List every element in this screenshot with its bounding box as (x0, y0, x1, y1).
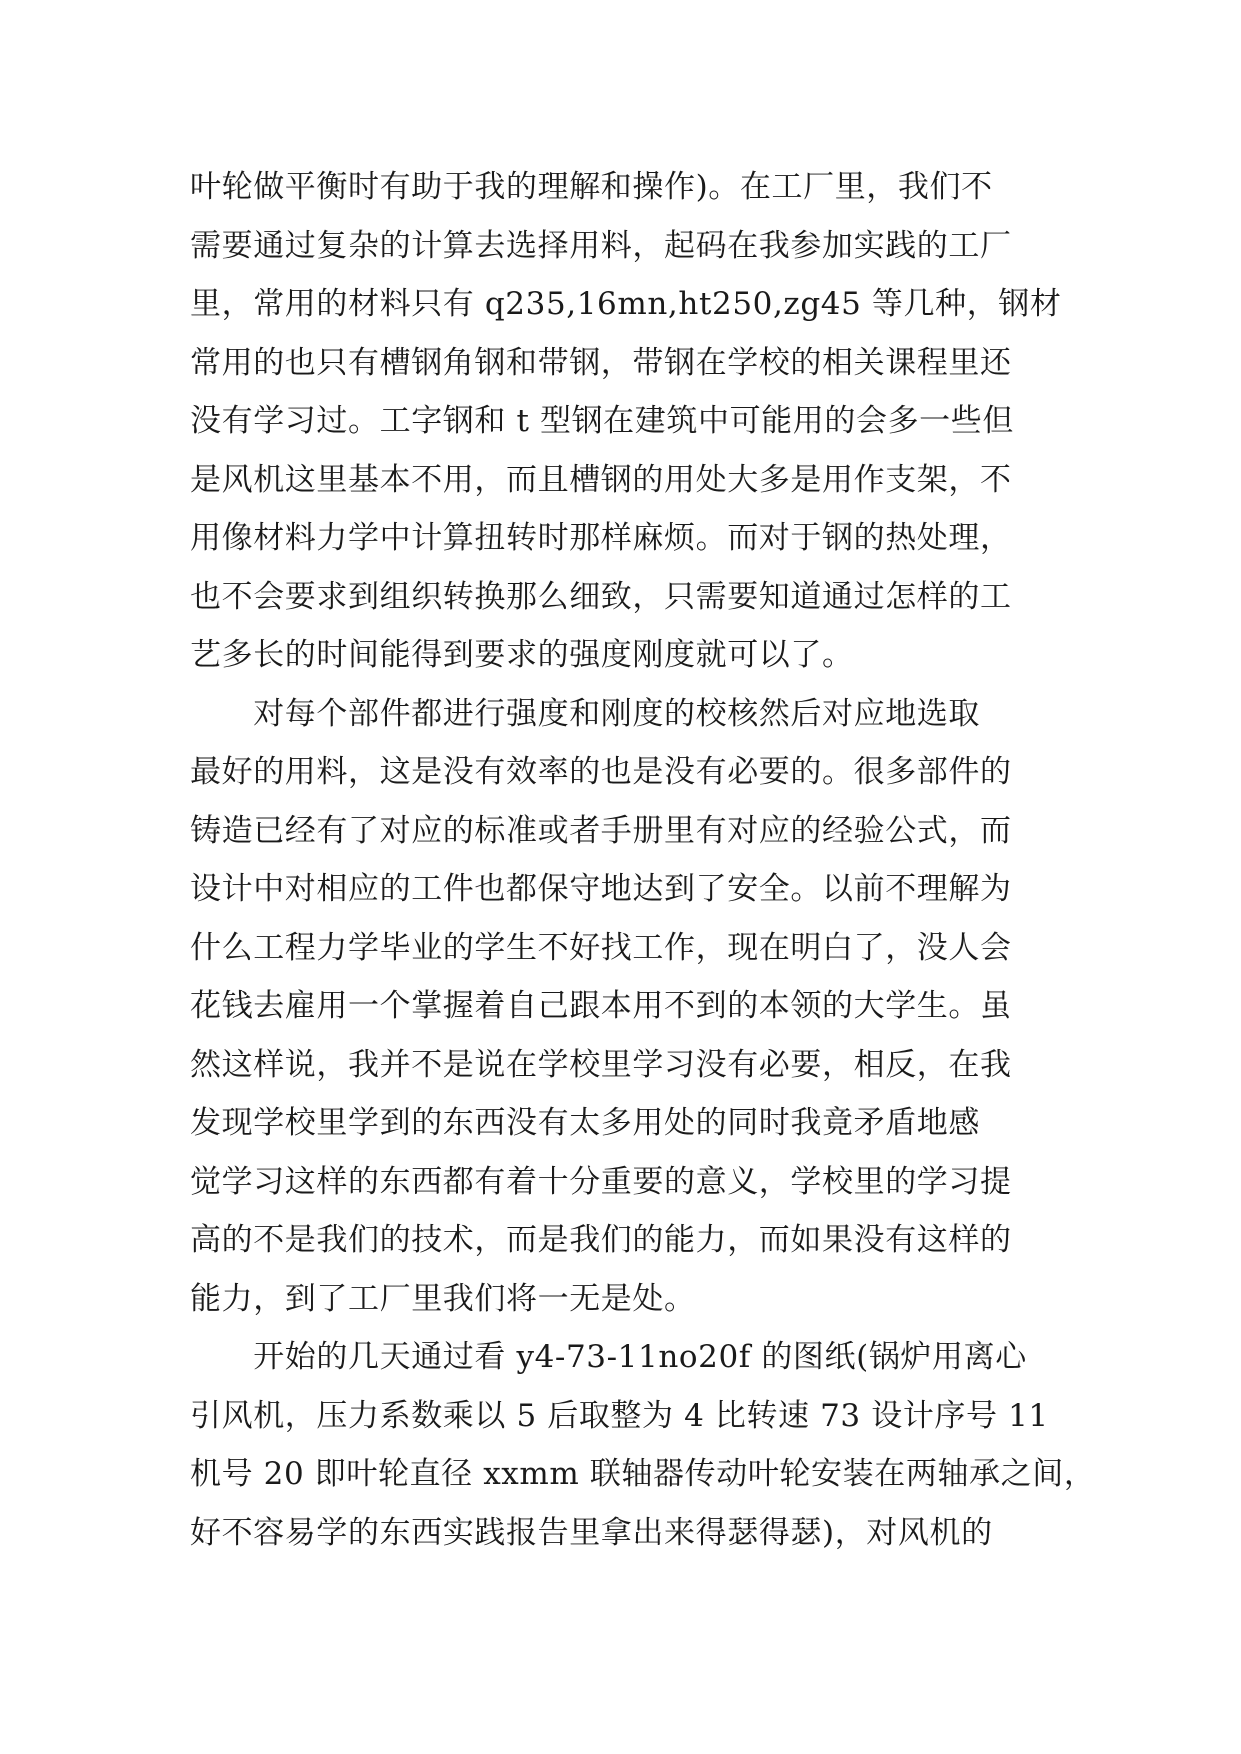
text-line: 好不容易学的东西实践报告里拿出来得瑟得瑟)，对风机的 (190, 1514, 993, 1551)
paragraph-start-line: 开始的几天通过看 y4-73-11no20f 的图纸(锅炉用离心 (190, 1339, 1027, 1375)
text-line: 需要通过复杂的计算去选择用料，起码在我参加实践的工厂 (190, 227, 1012, 264)
paragraph-start-line: 对每个部件都进行强度和刚度的校核然后对应地选取 (190, 695, 980, 732)
text-line: 高的不是我们的技术，而是我们的能力，而如果没有这样的 (190, 1222, 1012, 1258)
text-line: 然这样说，我并不是说在学校里学习没有必要，相反，在我 (190, 1046, 1012, 1083)
text-line: 什么工程力学毕业的学生不好找工作，现在明白了，没人会 (190, 929, 1012, 966)
text-line: 常用的也只有槽钢角钢和带钢，带钢在学校的相关课程里还 (190, 344, 1012, 381)
text-line: 没有学习过。工字钢和 t 型钢在建筑中可能用的会多一些但 (190, 403, 1014, 439)
text-line: 能力，到了工厂里我们将一无是处。 (190, 1280, 696, 1317)
text-line: 花钱去雇用一个掌握着自己跟本用不到的本领的大学生。虽 (190, 988, 1012, 1024)
text-line: 设计中对相应的工件也都保守地达到了安全。以前不理解为 (190, 871, 1012, 907)
text-line: 里，常用的材料只有 q235,16mn,ht250,zg45 等几种，钢材 (190, 286, 1062, 322)
text-line: 艺多长的时间能得到要求的强度刚度就可以了。 (190, 637, 854, 673)
text-line: 也不会要求到组织转换那么细致，只需要知道通过怎样的工 (190, 578, 1012, 615)
text-line: 是风机这里基本不用，而且槽钢的用处大多是用作支架，不 (190, 461, 1012, 498)
text-line: 引风机，压力系数乘以 5 后取整为 4 比转速 73 设计序号 11 (190, 1397, 1049, 1434)
text-line: 机号 20 即叶轮直径 xxmm 联轴器传动叶轮安装在两轴承之间， (190, 1456, 1096, 1492)
text-line: 铸造已经有了对应的标准或者手册里有对应的经验公式，而 (190, 812, 1012, 849)
text-line: 觉学习这样的东西都有着十分重要的意义，学校里的学习提 (190, 1163, 1012, 1200)
body-text (190, 158, 1096, 1562)
text-line: 叶轮做平衡时有助于我的理解和操作)。在工厂里，我们不 (190, 169, 993, 205)
text-line: 发现学校里学到的东西没有太多用处的同时我竟矛盾地感 (190, 1105, 980, 1141)
text-line: 用像材料力学中计算扭转时那样麻烦。而对于钢的热处理， (190, 520, 1012, 556)
text-line: 最好的用料，这是没有效率的也是没有必要的。很多部件的 (190, 754, 1012, 790)
